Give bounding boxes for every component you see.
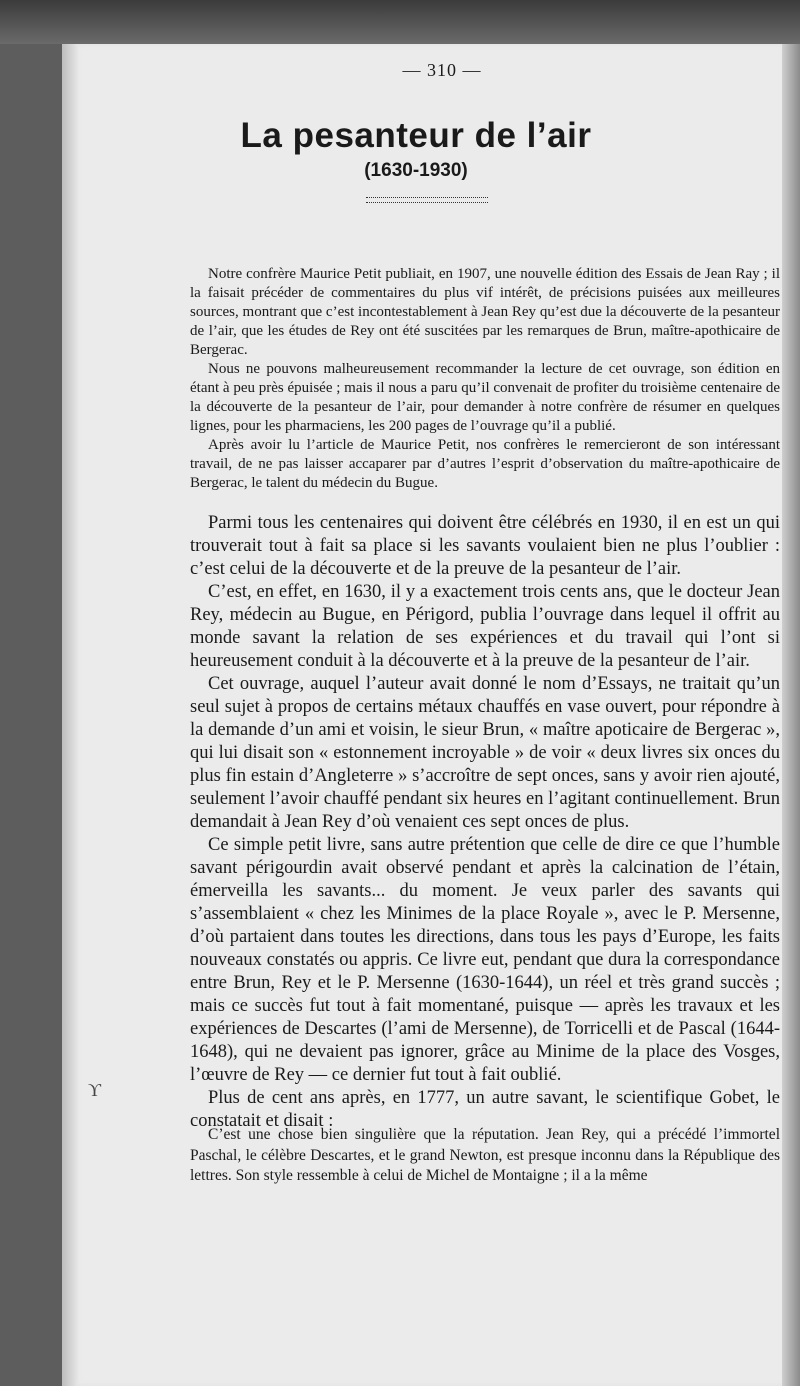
- intro-paragraph: Nous ne pouvons malheureusement recommander la lecture de cet ouvrage, son édition en étant à peu près épuisée ; mais il nous a paru qu’il convenait de profiter du troisième centenaire de la découverte de la pesanteur de l’air, pour demander à notre confrère de résumer en quelques lignes, pour les pharmaciens, les 200 pages de l’ouvrage qu’il a publié.: [190, 361, 780, 434]
- quote-paragraph: C’est une chose bien singulière que la réputation. Jean Rey, qui a précédé l’immortel Paschal, le célèbre Descartes, et le grand Newton, est presque inconnu dans la République des lettres. Son style ressemble à celui de Michel de Montaigne ; il a la même: [190, 1126, 780, 1184]
- body-paragraph: Cet ouvrage, auquel l’auteur avait donné le nom d’Essays, ne traitait qu’un seul sujet à propos de certains métaux chauffés en vase ouvert, pour répondre à la demande d’un ami et voisin, le sieur Brun, « maître apoticaire de Bergerac », qui lui disait son « estonnement incroyable » de voir « deux livres six onces du plus fin estain d’Angleterre » s’accroître de sept onces, sans y avoir rien ajouté, seulement l’avoir chauffé pendant six heures en l’agitant continuellement. Brun demandait à Jean Rey d’où venaient ces sept onces de plus.: [190, 674, 780, 832]
- intro-paragraph: Après avoir lu l’article de Maurice Petit, nos confrères le remercieront de son intéressant travail, de ne pas laisser accaparer par d’autres l’esprit d’observation du maître-apothicaire de Bergerac, le talent du médecin du Bugue.: [190, 437, 780, 491]
- body-paragraph: Plus de cent ans après, en 1777, un autre savant, le scientifique Gobet, le constatait et disait :: [190, 1088, 780, 1131]
- body-paragraph: Parmi tous les centenaires qui doivent être célébrés en 1930, il en est un qui trouverait tout à fait sa place si les savants voulaient bien ne plus l’oublier : c’est celui de la découverte et de la preuve de la pesanteur de l’air.: [190, 513, 780, 579]
- page-content: [62, 0, 782, 1340]
- intro-paragraph: Notre confrère Maurice Petit publiait, en 1907, une nouvelle édition des Essais de Jean Ray ; il la faisait précéder de commentaires du plus vif intérêt, de précisions puisées aux meilleures sources, montrant que c’est incontestablement à Jean Rey qu’est due la découverte de la pesanteur de l’air, que les études de Rey ont été suscitées par les remarques de Brun, maître-apothicaire de Bergerac.: [190, 266, 780, 358]
- page-edge: [782, 44, 800, 1386]
- article-subtitle: (1630-1930): [364, 160, 468, 181]
- body-paragraph: C’est, en effet, en 1630, il y a exactement trois cents ans, que le docteur Jean Rey, médecin au Bugue, en Périgord, publia l’ouvrage dans lequel il offrit au monde savant la relation de ses expériences et du travail qui l’ont si heureusement conduit à la découverte et à la preuve de la pesanteur de l’air.: [190, 582, 780, 671]
- article-title: La pesanteur de l’air: [240, 116, 592, 155]
- intro-text: [190, 265, 780, 493]
- gobet-quote: [190, 1125, 780, 1187]
- body-paragraph: Ce simple petit livre, sans autre prétention que celle de dire ce que l’humble savant périgourdin avait observé pendant et après la calcination de l’étain, émerveilla les savants... du moment. Je veux parler des savants qui s’assemblaient « chez les Minimes de la place Royale », avec le P. Mersenne, d’où partaient dans toutes les directions, dans tous les pays d’Europe, les faits nouveaux constatés ou appris. Ce livre eut, pendant que dura la correspondance entre Brun, Rey et le P. Mersenne (1630-1644), un réel et très grand succès ; mais ce succès fut tout à fait momentané, puisque — après les travaux et les expériences de Descartes (l’ami de Mersenne), de Torricelli et de Pascal (1644-1648), qui ne devaient pas ignorer, grâce au Minime de la place des Vosges, l’œuvre de Rey — ce dernier fut tout à fait oublié.: [190, 835, 780, 1085]
- title-divider: [366, 197, 488, 203]
- margin-mark: ϒ: [88, 1080, 101, 1100]
- body-text: [190, 512, 780, 1133]
- page-number: — 310 —: [402, 60, 482, 80]
